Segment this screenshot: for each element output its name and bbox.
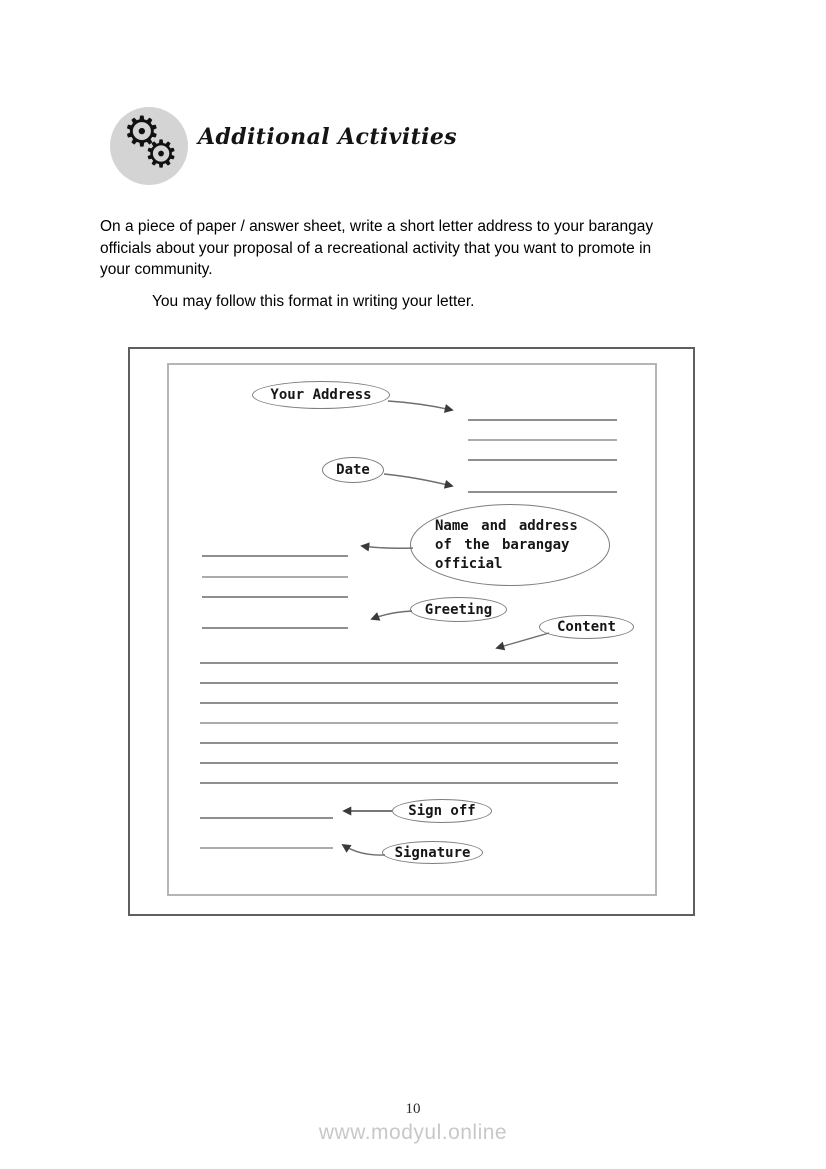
blank-line-sign-off: [200, 817, 333, 819]
sign-off-callout: Sign off: [392, 799, 492, 823]
blank-line-address: [468, 459, 617, 461]
gear-icon: ⚙: [144, 132, 179, 176]
your-address-callout: Your Address: [252, 381, 390, 409]
activities-icon: [110, 107, 188, 185]
date-callout: Date: [322, 457, 384, 483]
blank-line-greeting: [202, 627, 348, 629]
gear-icon: ⚙: [123, 107, 161, 156]
recipient-callout-line: Name and address: [435, 517, 578, 534]
recipient-callout-line: of the barangay: [435, 536, 570, 553]
blank-line-body: [200, 782, 618, 784]
blank-line-recipient: [202, 596, 348, 598]
blank-line-body: [200, 662, 618, 664]
blank-line-body: [200, 722, 618, 724]
signature-callout: Signature: [382, 841, 483, 864]
blank-line-date: [468, 491, 617, 493]
blank-line-body: [200, 762, 618, 764]
intro-line: your community.: [100, 261, 213, 278]
intro-line: On a piece of paper / answer sheet, write a short letter address to your barangay: [100, 218, 654, 235]
greeting-callout: Greeting: [410, 597, 507, 622]
watermark: www.modyul.online: [318, 1121, 508, 1144]
section-title: Additional Activities: [198, 124, 458, 150]
blank-line-signature: [200, 847, 333, 849]
intro-line: officials about your proposal of a recreational activity that you want to promote in: [100, 239, 652, 257]
recipient-callout-line: official: [435, 555, 503, 572]
blank-line-address: [468, 419, 617, 421]
blank-line-body: [200, 742, 618, 744]
intro-paragraph: [100, 216, 653, 281]
blank-line-recipient: [202, 555, 348, 557]
blank-line-address: [468, 439, 617, 441]
blank-line-recipient: [202, 576, 348, 578]
recipient-callout: [410, 504, 610, 586]
content-callout: Content: [539, 615, 634, 639]
blank-line-body: [200, 702, 618, 704]
format-note: You may follow this format in writing your letter.: [152, 293, 475, 310]
blank-line-body: [200, 682, 618, 684]
page-number: 10: [405, 1101, 421, 1117]
